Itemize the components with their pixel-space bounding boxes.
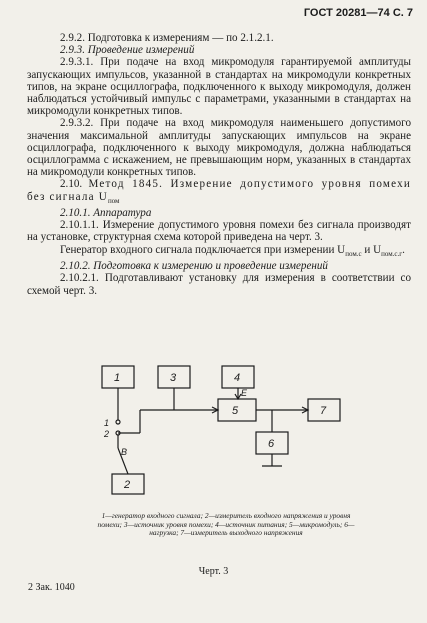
para-generator-sub1: пом.с [345, 249, 362, 258]
page-footer: 2 Зак. 1040 [28, 582, 75, 593]
block-3-label: 3 [170, 372, 177, 384]
page-header: ГОСТ 20281—74 С. 7 [303, 7, 413, 19]
para-2-10-1-1: 2.10.1.1. Измерение допустимого уровня помехи без сигнала производят на установке, структурная схема которой приведена на черт. 3. [27, 219, 411, 244]
para-2-9-2: 2.9.2. Подготовка к измерениям — по 2.1.2.1. [60, 32, 274, 44]
para-2-9-3-2: 2.9.3.2. При подаче на вход микромодуля наименьшего допустимого значения максимальной амплитуды запускающих импульсов на экране осциллографа, подключенного к выходу микромодуля, должна наблюдаться осциллограмма с искажением, не превышающим норм, указанных в стандартах на микромодули конкретных типов. [27, 117, 411, 179]
para-generator-text: Генератор входного сигнала подключается при измерении U [60, 243, 346, 256]
switch-label-2: 2 [104, 429, 110, 439]
para-2-10-2-1: 2.10.2.1. Подготавливают установку для измерения в соответствии со схемой черт. 3. [27, 272, 411, 297]
block-5-label: 5 [232, 405, 239, 417]
para-generator-mid: и U [361, 243, 382, 256]
para-2-10-number: 2.10. [60, 178, 83, 191]
para-2-10-2: 2.10.2. Подготовка к измерению и проведение измерений [60, 260, 328, 273]
para-2-9-3-1: 2.9.3.1. При подаче на вход микромодуля гарантируемой амплитуды запускающих импульсов, указанной в стандартах на микромодули конкретных типов, на экране осциллографа, подключенного к выходу микромодуля, должен наблюдаться устойчивый импульс с параметрами, указанными в стандартах на микромодули конкретных типов. [27, 56, 411, 118]
para-2-9-3: 2.9.3. Проведение измерений [60, 44, 195, 57]
switch-label-b: В [121, 447, 128, 457]
switch-contact-1 [116, 420, 120, 424]
block-7-label: 7 [320, 405, 327, 417]
block-2-label: 2 [124, 479, 131, 491]
para-2-10-title: Метод 1845. Измерение допустимого уровня помехи без сигнала U [27, 178, 411, 203]
para-2-10-subscript: пом [107, 196, 120, 205]
block-6-label: 6 [268, 438, 275, 450]
figure-caption: 1—генератор входного сигнала; 2—измеритель входного напряжения и уровня помехи; 3—источник уровня помехи; 4—источник питания; 5—микромодуль; 6—нагрузка; 7—измеритель выходного напряжения [97, 511, 355, 538]
para-2-10-1: 2.10.1. Аппаратура [60, 207, 152, 220]
para-generator-end: . [402, 243, 405, 256]
block-1-label: 1 [114, 372, 121, 384]
para-generator-sub2: пом.с.г [381, 249, 403, 258]
e-label: Е [241, 388, 248, 398]
figure-title: Черт. 3 [198, 566, 229, 577]
block-4-label: 4 [234, 372, 241, 384]
switch-label-1: 1 [104, 418, 110, 428]
